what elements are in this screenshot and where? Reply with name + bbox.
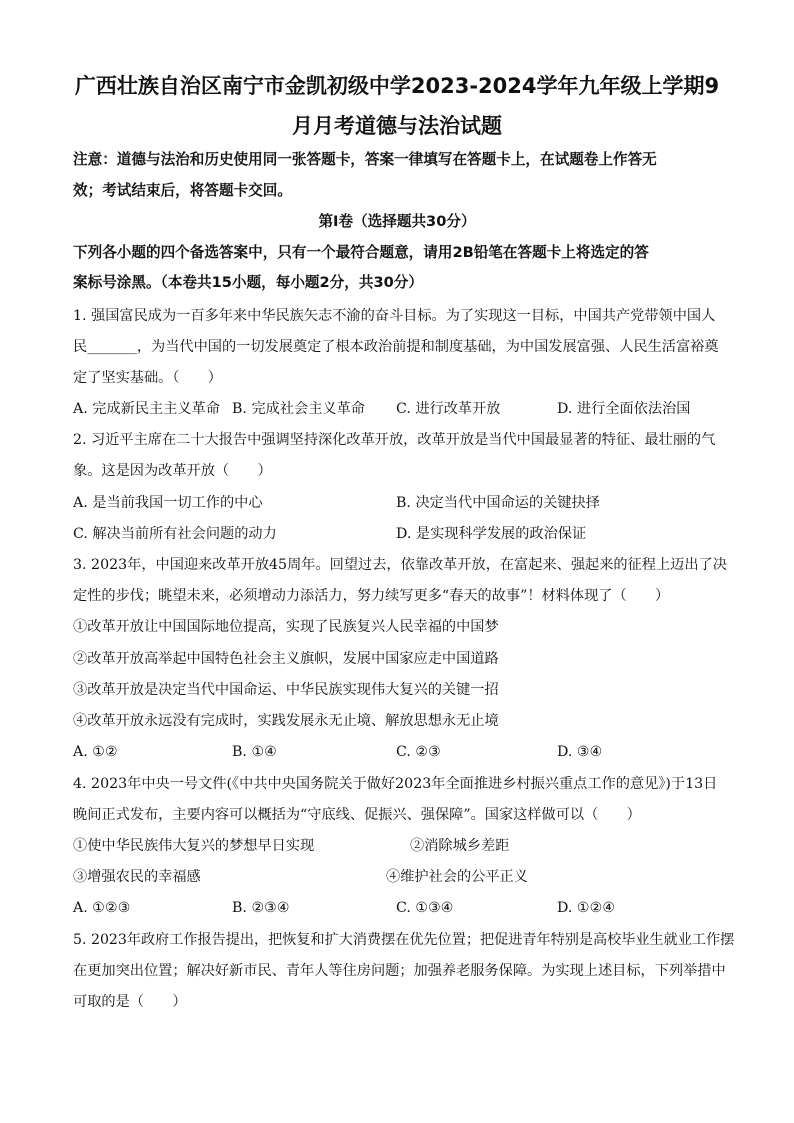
q4-option-a[interactable]: A. ①②③ xyxy=(73,900,131,916)
q3-option-a[interactable]: A. ①② xyxy=(73,744,118,760)
q4-option-c[interactable]: C. ①③④ xyxy=(396,900,454,916)
q2-option-b[interactable]: B. 决定当代中国命运的关键抉择 xyxy=(396,495,600,511)
q5-stem-line2: 在更加突出位置；解决好新市民、青年人等住房问题；加强养老服务保障。为实现上述目标，下列举措中 xyxy=(73,963,726,979)
section-instruction-line2: 案标号涂黑。（本卷共15小题，每小题2分，共30分） xyxy=(73,274,423,291)
q1-option-c[interactable]: C. 进行改革开放 xyxy=(396,401,501,417)
q2-option-d[interactable]: D. 是实现科学发展的政治保证 xyxy=(396,526,587,542)
q3-option-b[interactable]: B. ①④ xyxy=(232,744,277,760)
q1-stem-line3: 定了坚实基础。（ ） xyxy=(73,370,222,386)
q3-statement-4: ④改革开放永远没有完成时，实践发展永无止境、解放思想永无止境 xyxy=(73,713,499,729)
section-instruction-line1: 下列各小题的四个备选答案中，只有一个最符合题意，请用2B铅笔在答题卡上将选定的答 xyxy=(73,244,649,261)
q1-option-b[interactable]: B. 完成社会主义革命 xyxy=(232,401,365,417)
q2-option-a[interactable]: A. 是当前我国一切工作的中心 xyxy=(73,495,263,511)
q4-stem-line1: 4. 2023年中央一号文件(《中共中央国务院关于做好2023年全面推进乡村振兴重点工作的意见》)于13日 xyxy=(73,776,718,792)
q3-option-c[interactable]: C. ②③ xyxy=(396,744,441,760)
exam-title-line1: 广西壮族自治区南宁市金凯初级中学2023-2024学年九年级上学期9 xyxy=(74,74,720,98)
q1-stem-line1: 1. 强国富民成为一百多年来中华民族矢志不渝的奋斗目标。为了实现这一目标，中国共产党带领中国人 xyxy=(73,308,716,324)
q4-statement-3: ③增强农民的幸福感 xyxy=(73,869,201,885)
q3-statement-3: ③改革开放是决定当代中国命运、中华民族实现伟大复兴的关键一招 xyxy=(73,682,499,698)
section-title: 第Ⅰ卷（选择题共30分） xyxy=(318,213,476,230)
q4-statement-1: ①使中华民族伟大复兴的梦想早日实现 xyxy=(73,838,315,854)
q3-statement-2: ②改革开放高举起中国特色社会主义旗帜，发展中国家应走中国道路 xyxy=(73,651,499,667)
q4-option-b[interactable]: B. ②③④ xyxy=(232,900,290,916)
q5-stem-line1: 5. 2023年政府工作报告提出，把恢复和扩大消费摆在优先位置；把促进青年特别是高校毕业生就业工作摆 xyxy=(73,932,735,948)
q4-stem-line2: 晚间正式发布，主要内容可以概括为“守底线、促振兴、强保障”。国家这样做可以（ ） xyxy=(73,807,641,823)
q1-option-d[interactable]: D. 进行全面依法治国 xyxy=(557,401,691,417)
q2-stem-line1: 2. 习近平主席在二十大报告中强调坚持深化改革开放，改革开放是当代中国最显著的特征、最壮丽的气 xyxy=(73,432,716,448)
q4-option-d[interactable]: D. ①②④ xyxy=(557,900,616,916)
q4-statement-2: ②消除城乡差距 xyxy=(410,838,510,854)
q3-stem-line2: 定性的步伐；眺望未来，必须增动力添活力，努力续写更多“春天的故事”！材料体现了（ ） xyxy=(73,588,670,604)
q2-stem-line2: 象。这是因为改革开放（ ） xyxy=(73,463,272,479)
exam-title-line2: 月月考道德与法治试题 xyxy=(292,114,502,138)
q2-option-c[interactable]: C. 解决当前所有社会问题的动力 xyxy=(73,526,277,542)
q4-statement-4: ④维护社会的公平正义 xyxy=(386,869,528,885)
notice-line1: 注意：道德与法治和历史使用同一张答题卡，答案一律填写在答题卡上，在试题卷上作答无 xyxy=(73,151,657,168)
q3-option-d[interactable]: D. ③④ xyxy=(557,744,603,760)
q3-stem-line1: 3. 2023年，中国迎来改革开放45周年。回望过去，依靠改革开放，在富起来、强起来的征程上迈出了决 xyxy=(73,557,727,573)
q1-stem-line2: 民_______，为当代中国的一切发展奠定了根本政治前提和制度基础，为中国发展富强、人民生活富裕奠 xyxy=(73,339,719,355)
q5-stem-line3: 可取的是（ ） xyxy=(73,994,187,1010)
q1-option-a[interactable]: A. 完成新民主主义革命 xyxy=(73,401,220,417)
q3-statement-1: ①改革开放让中国国际地位提高，实现了民族复兴人民幸福的中国梦 xyxy=(73,619,499,635)
notice-line2: 效；考试结束后，将答题卡交回。 xyxy=(73,182,292,199)
